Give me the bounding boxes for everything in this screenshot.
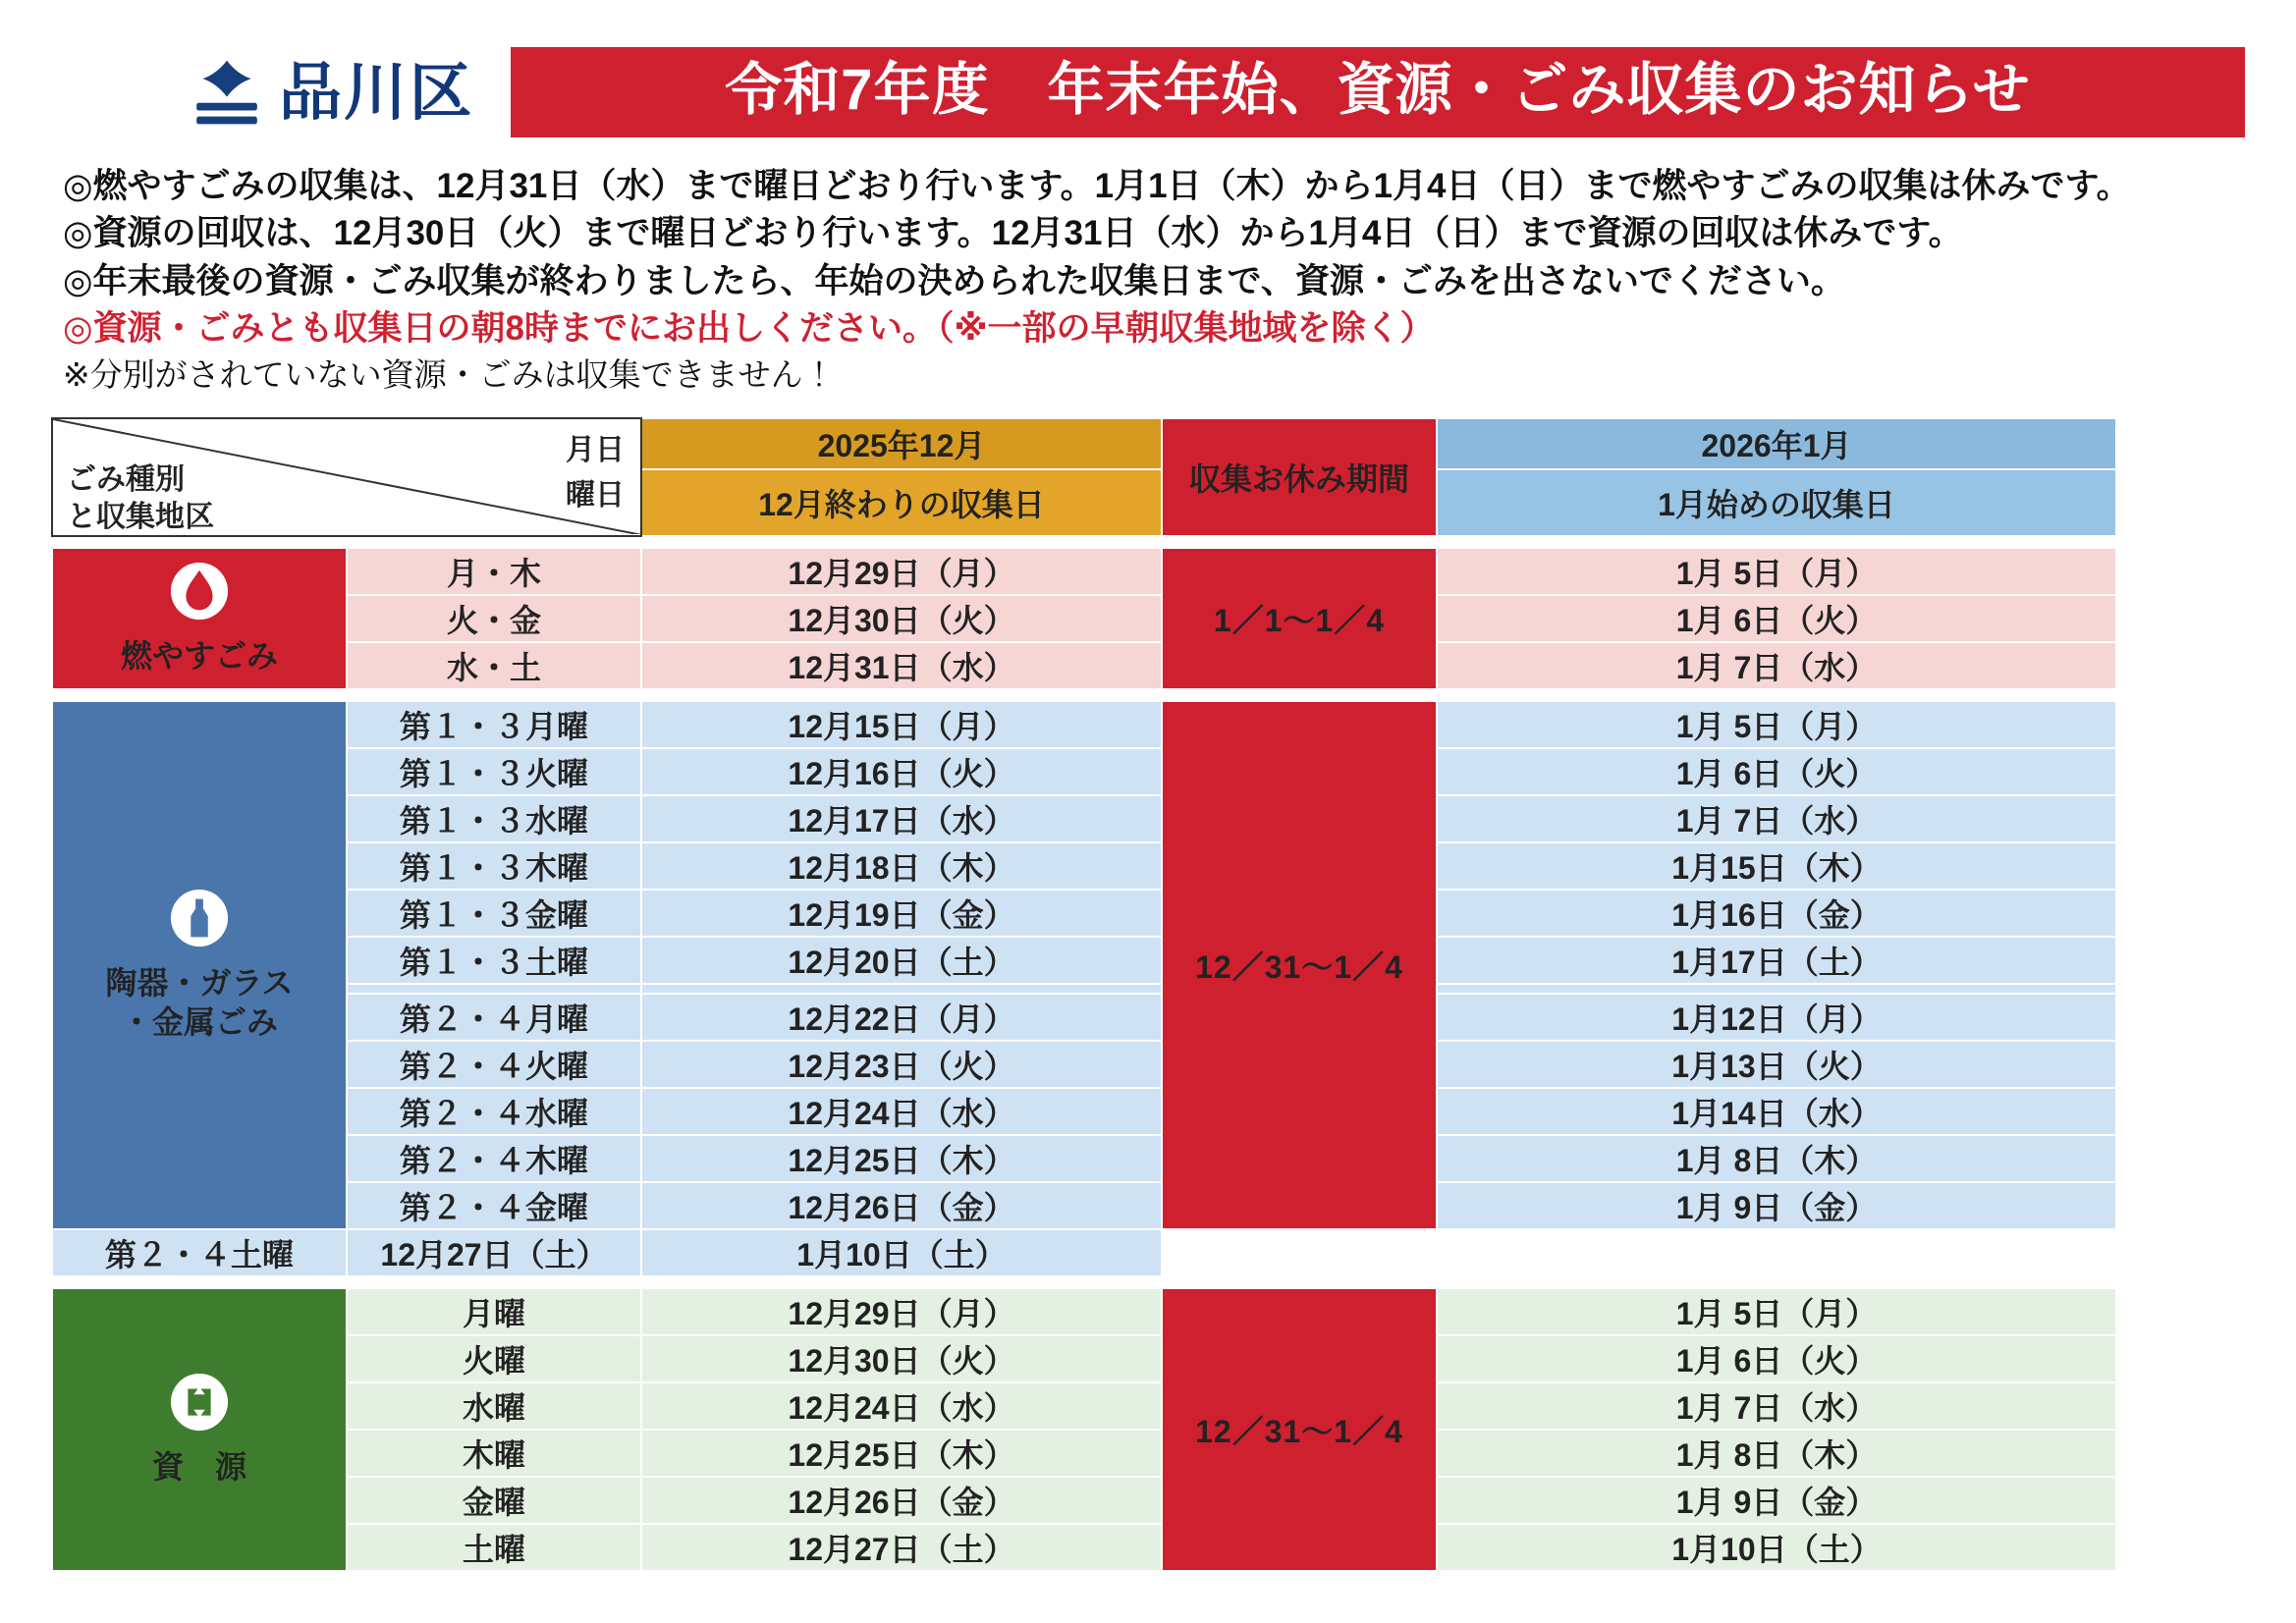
december-date-cell: 12月19日（金） bbox=[641, 890, 1162, 937]
january-date-cell: 1月 5日（月） bbox=[1437, 1288, 2116, 1335]
weekday-cell: 第１・３土曜 bbox=[347, 937, 641, 984]
rest-period-cell: 1／1～1／4 bbox=[1162, 548, 1437, 689]
table-row bbox=[52, 1088, 2116, 1135]
category-burnable bbox=[52, 548, 347, 689]
december-date-cell: 12月25日（木） bbox=[641, 1135, 1162, 1182]
january-date-cell: 1月 6日（火） bbox=[1437, 1335, 2116, 1382]
january-date-cell: 1月 8日（木） bbox=[1437, 1430, 2116, 1477]
category-label-line2: ・金属ごみ bbox=[120, 1004, 278, 1041]
category-label-line1: 陶器・ガラス bbox=[105, 965, 294, 1001]
january-date-cell: 1月14日（水） bbox=[1437, 1088, 2116, 1135]
december-date-cell: 12月30日（火） bbox=[641, 595, 1162, 642]
december-date-cell: 12月18日（木） bbox=[641, 842, 1162, 890]
weekday-cell: 第２・４月曜 bbox=[347, 994, 641, 1041]
december-date-cell: 12月26日（金） bbox=[641, 1477, 1162, 1524]
weekday-cell: 月曜 bbox=[347, 1288, 641, 1335]
weekday-cell: 第１・３木曜 bbox=[347, 842, 641, 890]
january-date-cell: 1月 9日（金） bbox=[1437, 1477, 2116, 1524]
january-date-cell: 1月15日（木） bbox=[1437, 842, 2116, 890]
table-row bbox=[52, 1335, 2116, 1382]
december-date-cell: 12月15日（月） bbox=[641, 701, 1162, 748]
january-date-cell: 1月10日（土） bbox=[641, 1229, 1162, 1276]
weekday-cell: 木曜 bbox=[347, 1430, 641, 1477]
header-january-year: 2026年1月 bbox=[1437, 418, 2116, 469]
table-row bbox=[52, 795, 2116, 842]
table-row bbox=[52, 1524, 2116, 1571]
corner-label-category1: ごみ種別 bbox=[67, 462, 185, 496]
weekday-cell: 第２・４火曜 bbox=[347, 1041, 641, 1088]
category-label: 資 源 bbox=[151, 1449, 246, 1486]
december-date-cell: 12月31日（水） bbox=[641, 642, 1162, 689]
january-date-cell: 1月 7日（水） bbox=[1437, 642, 2116, 689]
table-row bbox=[52, 548, 2116, 595]
december-date-cell: 12月23日（火） bbox=[641, 1041, 1162, 1088]
section-spacer bbox=[52, 536, 2116, 548]
glass-bottle-icon bbox=[53, 888, 346, 957]
table-row bbox=[52, 1382, 2116, 1430]
january-date-cell: 1月17日（土） bbox=[1437, 937, 2116, 984]
table-row bbox=[52, 1182, 2116, 1229]
weekday-cell: 第１・３金曜 bbox=[347, 890, 641, 937]
header-december-year: 2025年12月 bbox=[641, 418, 1162, 469]
table-row bbox=[52, 642, 2116, 689]
flame-icon bbox=[53, 561, 346, 630]
january-date-cell: 1月 7日（水） bbox=[1437, 795, 2116, 842]
december-date-cell: 12月16日（火） bbox=[641, 748, 1162, 795]
table-row bbox=[52, 1430, 2116, 1477]
note-line-highlight: ◎資源・ごみとも収集日の朝8時までにお出しください。（※一部の早朝収集地域を除く） bbox=[63, 308, 1435, 348]
december-date-cell: 12月24日（水） bbox=[641, 1382, 1162, 1430]
december-date-cell: 12月30日（火） bbox=[641, 1335, 1162, 1382]
december-date-cell: 12月25日（木） bbox=[641, 1430, 1162, 1477]
weekday-cell: 第１・３水曜 bbox=[347, 795, 641, 842]
recycle-icon bbox=[53, 1372, 346, 1441]
table-row bbox=[52, 994, 2116, 1041]
note-line: ◎資源の回収は、12月30日（火）まで曜日どおり行います。12月31日（水）から1月4日（日）まで資源の回収は休みです。 bbox=[63, 214, 1963, 253]
table-corner-cell bbox=[52, 418, 641, 536]
corner-label-weekday: 曜日 bbox=[566, 478, 625, 512]
section-spacer bbox=[52, 1276, 2116, 1288]
weekday-cell: 第２・４木曜 bbox=[347, 1135, 641, 1182]
table-row bbox=[52, 1477, 2116, 1524]
corner-label-date: 月日 bbox=[566, 433, 625, 466]
table-row bbox=[52, 890, 2116, 937]
january-date-cell: 1月 6日（火） bbox=[1437, 748, 2116, 795]
shinagawa-ward-emblem-icon bbox=[189, 56, 265, 129]
ward-logo bbox=[51, 56, 473, 129]
january-date-cell: 1月 8日（木） bbox=[1437, 1135, 2116, 1182]
january-date-cell: 1月12日（月） bbox=[1437, 994, 2116, 1041]
december-date-cell: 12月17日（水） bbox=[641, 795, 1162, 842]
category-label: 燃やすごみ bbox=[120, 638, 278, 675]
december-date-cell: 12月24日（水） bbox=[641, 1088, 1162, 1135]
weekday-cell: 第１・３月曜 bbox=[347, 701, 641, 748]
note-line: ◎年末最後の資源・ごみ収集が終わりましたら、年始の決められた収集日まで、資源・ごみを出さないでください。 bbox=[63, 261, 1845, 300]
table-row bbox=[52, 748, 2116, 795]
table-row bbox=[52, 595, 2116, 642]
december-date-cell: 12月27日（土） bbox=[641, 1524, 1162, 1571]
december-date-cell: 12月20日（土） bbox=[641, 937, 1162, 984]
weekday-cell: 第１・３火曜 bbox=[347, 748, 641, 795]
notes-block bbox=[51, 163, 2245, 398]
table-row bbox=[52, 701, 2116, 748]
january-date-cell: 1月 6日（火） bbox=[1437, 595, 2116, 642]
january-date-cell: 1月16日（金） bbox=[1437, 890, 2116, 937]
january-date-cell: 1月 7日（水） bbox=[1437, 1382, 2116, 1430]
december-date-cell: 12月29日（月） bbox=[641, 548, 1162, 595]
weekday-cell: 火・金 bbox=[347, 595, 641, 642]
weekday-cell: 第２・４金曜 bbox=[347, 1182, 641, 1229]
header-rest-period: 収集お休み期間 bbox=[1162, 418, 1437, 536]
weekday-cell: 火曜 bbox=[347, 1335, 641, 1382]
page-header bbox=[51, 39, 2245, 145]
table-row bbox=[52, 1041, 2116, 1088]
rest-period-cell: 12／31～1／4 bbox=[1162, 1288, 1437, 1571]
january-date-cell: 1月 9日（金） bbox=[1437, 1182, 2116, 1229]
note-line: ※分別がされていない資源・ごみは収集できません！ bbox=[63, 356, 836, 394]
table-row bbox=[52, 937, 2116, 984]
january-date-cell: 1月 5日（月） bbox=[1437, 701, 2116, 748]
january-date-cell: 1月13日（火） bbox=[1437, 1041, 2116, 1088]
sub-group-divider bbox=[52, 984, 2116, 994]
header-december-label: 12月終わりの収集日 bbox=[641, 469, 1162, 536]
weekday-cell: 金曜 bbox=[347, 1477, 641, 1524]
december-date-cell: 12月29日（月） bbox=[641, 1288, 1162, 1335]
rest-period-cell: 12／31～1／4 bbox=[1162, 701, 1437, 1229]
table-row bbox=[52, 842, 2116, 890]
section-spacer bbox=[52, 689, 2116, 701]
table-row bbox=[52, 1135, 2116, 1182]
category-resources bbox=[52, 1288, 347, 1571]
weekday-cell: 水・土 bbox=[347, 642, 641, 689]
collection-schedule-table bbox=[51, 417, 2117, 1572]
december-date-cell: 12月27日（土） bbox=[347, 1229, 641, 1276]
note-line: ◎燃やすごみの収集は、12月31日（水）まで曜日どおり行います。1月1日（木）から1月4日（日）まで燃やすごみの収集は休みです。 bbox=[63, 167, 2131, 205]
weekday-cell: 月・木 bbox=[347, 548, 641, 595]
category-ceramics-glass-metal bbox=[52, 701, 347, 1229]
table-row bbox=[52, 1229, 2116, 1276]
weekday-cell: 第２・４水曜 bbox=[347, 1088, 641, 1135]
table-row bbox=[52, 1288, 2116, 1335]
weekday-cell: 水曜 bbox=[347, 1382, 641, 1430]
january-date-cell: 1月10日（土） bbox=[1437, 1524, 2116, 1571]
january-date-cell: 1月 5日（月） bbox=[1437, 548, 2116, 595]
ward-name: 品川区 bbox=[279, 57, 473, 128]
page-title: 令和7年度 年末年始、資源・ごみ収集のお知らせ bbox=[511, 47, 2245, 138]
weekday-cell: 土曜 bbox=[347, 1524, 641, 1571]
december-date-cell: 12月26日（金） bbox=[641, 1182, 1162, 1229]
table-header-row bbox=[52, 418, 2116, 469]
header-january-label: 1月始めの収集日 bbox=[1437, 469, 2116, 536]
december-date-cell: 12月22日（月） bbox=[641, 994, 1162, 1041]
weekday-cell: 第２・４土曜 bbox=[52, 1229, 347, 1276]
corner-label-category2: と収集地区 bbox=[67, 500, 214, 533]
